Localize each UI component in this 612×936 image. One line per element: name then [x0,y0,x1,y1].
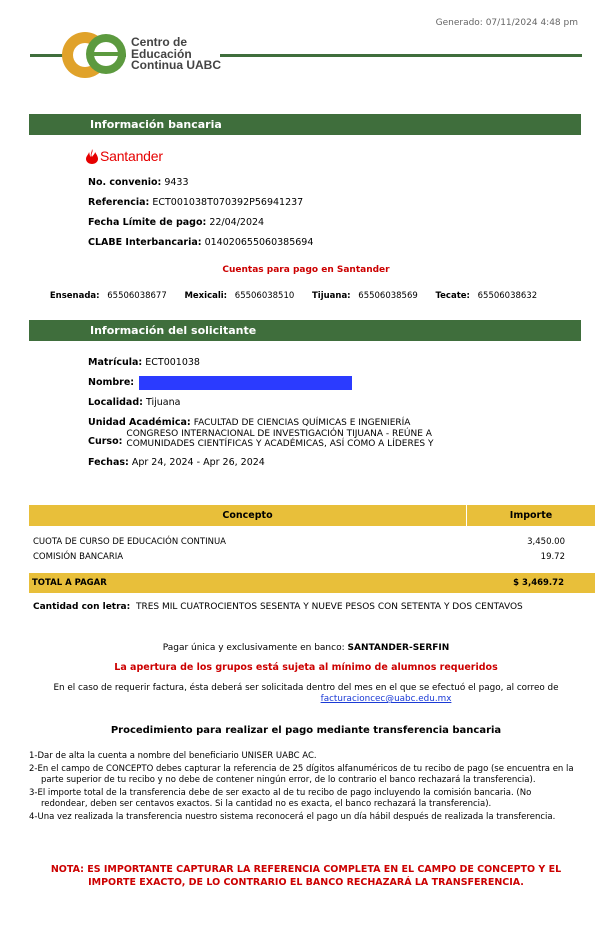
account-city: Mexicali: [184,291,228,301]
important-note: NOTA: ES IMPORTANTE CAPTURAR LA REFERENCIA COMPLETA EN EL CAMPO DE CONCEPTO Y EL IMPORTE EXACTO, DE LO CONTRARIO EL BANCO RECHAZARÁ LA TRANSFERENCIA. [50,864,562,888]
pay-bank-text: Pagar única y exclusivamente en banco: [162,643,345,653]
column-header-importe: Importe [509,510,553,521]
localidad-row [88,397,180,408]
account-number: 65506038510 [234,291,295,301]
pay-bank-line [0,643,612,653]
charges-table-header [29,505,595,526]
amount-in-words-value: TRES MIL CUATROCIENTOS SESENTA Y NUEVE PESOS CON SETENTA Y DOS CENTAVOS [135,602,523,612]
fechas-value: Apr 24, 2024 - Apr 26, 2024 [131,457,265,468]
account-city: Tecate: [435,291,470,301]
matricula-row [88,357,200,368]
row-concept: CUOTA DE CURSO DE EDUCACIÓN CONTINUA [33,537,226,547]
curso-row [88,429,476,449]
table-row [33,537,565,547]
unidad-value: FACULTAD DE CIENCIAS QUÍMICAS E INGENIERÍA [193,418,411,428]
step-item: 3-El importe total de la transferencia debe de ser exacto al de tu recibo de pago incluyendo la comisión bancaria. (No redondear, deben ser centavos exactos. Si la cantidad no es exacta, el banco rechazará la transferencia). [29,788,532,809]
curso-label: Curso: [88,436,123,447]
amount-in-words [33,602,523,612]
santander-logo [86,148,163,164]
account-city: Ensenada: [49,291,100,301]
referencia-value: ECT001038T070392P56941237 [152,197,304,208]
groups-warning: La apertura de los grupos está sujeta al mínimo de alumnos requeridos [114,662,498,673]
account-ensenada [50,291,172,301]
santander-wordmark: Santander [100,148,163,164]
amount-in-words-label: Cantidad con letra: [33,602,131,612]
column-header-concepto: Concepto [222,510,273,521]
generated-timestamp: Generado: 07/11/2024 4:48 pm [435,18,578,28]
account-tecate [436,291,543,301]
row-amount: 19.72 [540,552,565,562]
invoice-note [0,683,612,705]
accounts-list [0,291,592,301]
invoice-text: En el caso de requerir factura, ésta deberá ser solicitada dentro del mes en el que se efectuó el pago, al correo de [53,683,559,693]
logo-line-1: Centro de [131,35,188,49]
applicant-info-header: Información del solicitante [29,320,581,341]
account-number: 65506038677 [107,291,167,301]
account-tijuana [312,291,423,301]
logo-text [131,37,221,72]
clabe-row [88,237,313,248]
convenio-value: 9433 [164,177,189,188]
table-row [33,552,565,562]
logo-icon-e-bar [92,52,120,56]
invoice-email-link[interactable]: facturacioncec@uabc.edu.mx [320,694,452,704]
referencia-row [88,197,303,208]
nombre-label: Nombre: [88,377,135,388]
total-row [29,573,595,593]
unidad-label: Unidad Académica: [88,417,191,428]
step-item: 1-Dar de alta la cuenta a nombre del beneficiario UNISER UABC AC. [29,751,317,761]
nombre-row [88,377,134,388]
account-number: 65506038569 [358,291,418,301]
row-amount: 3,450.00 [527,537,565,547]
localidad-label: Localidad: [88,397,143,408]
fecha-limite-value: 22/04/2024 [209,217,265,228]
account-number: 65506038632 [477,291,538,301]
convenio-label: No. convenio: [88,177,162,188]
logo-line-2: Educación [131,46,192,61]
santander-flame-icon [86,149,98,164]
curso-value: CONGRESO INTERNACIONAL DE INVESTIGACIÓN TIJUANA - REÚNE A COMUNIDADES CIENTÍFICAS Y ACADÉMICAS, ASÍ COMO A LÍDERES Y [126,429,434,449]
total-value: $ 3,469.72 [513,578,564,588]
bank-info-header: Información bancaria [29,114,581,135]
clabe-label: CLABE Interbancaria: [88,237,202,248]
localidad-value: Tijuana [145,397,181,408]
referencia-label: Referencia: [88,197,150,208]
step-item: 4-Una vez realizada la transferencia nuestro sistema reconocerá el pago un día hábil después de realizada la transferencia. [29,812,556,822]
total-label: TOTAL A PAGAR [32,578,107,588]
fecha-limite-row [88,217,264,228]
logo-line-3: Continua UABC [131,58,221,72]
matricula-label: Matrícula: [88,357,143,368]
matricula-value: ECT001038 [145,357,200,368]
pay-bank-name: SANTANDER-SERFIN [347,643,450,653]
unidad-row [88,417,410,428]
fechas-row [88,457,265,468]
account-mexicali [184,291,299,301]
accounts-title: Cuentas para pago en Santander [222,265,390,275]
row-concept: COMISIÓN BANCARIA [33,552,124,562]
fecha-limite-label: Fecha Límite de pago: [88,217,207,228]
fechas-label: Fechas: [88,457,129,468]
clabe-value: 014020655060385694 [204,237,314,248]
account-city: Tijuana: [311,291,351,301]
convenio-row [88,177,189,188]
procedure-steps [29,751,577,825]
step-item: 2-En el campo de CONCEPTO debes capturar la referencia de 25 dígitos alfanuméricos de tu recibo de pago (se encuentra en la parte superior de tu recibo y no debe de contener ningún error, de lo contrario el banco rechazará la transferencia). [29,764,574,785]
procedure-title: Procedimiento para realizar el pago mediante transferencia bancaria [110,725,502,736]
nombre-redacted [139,376,352,390]
